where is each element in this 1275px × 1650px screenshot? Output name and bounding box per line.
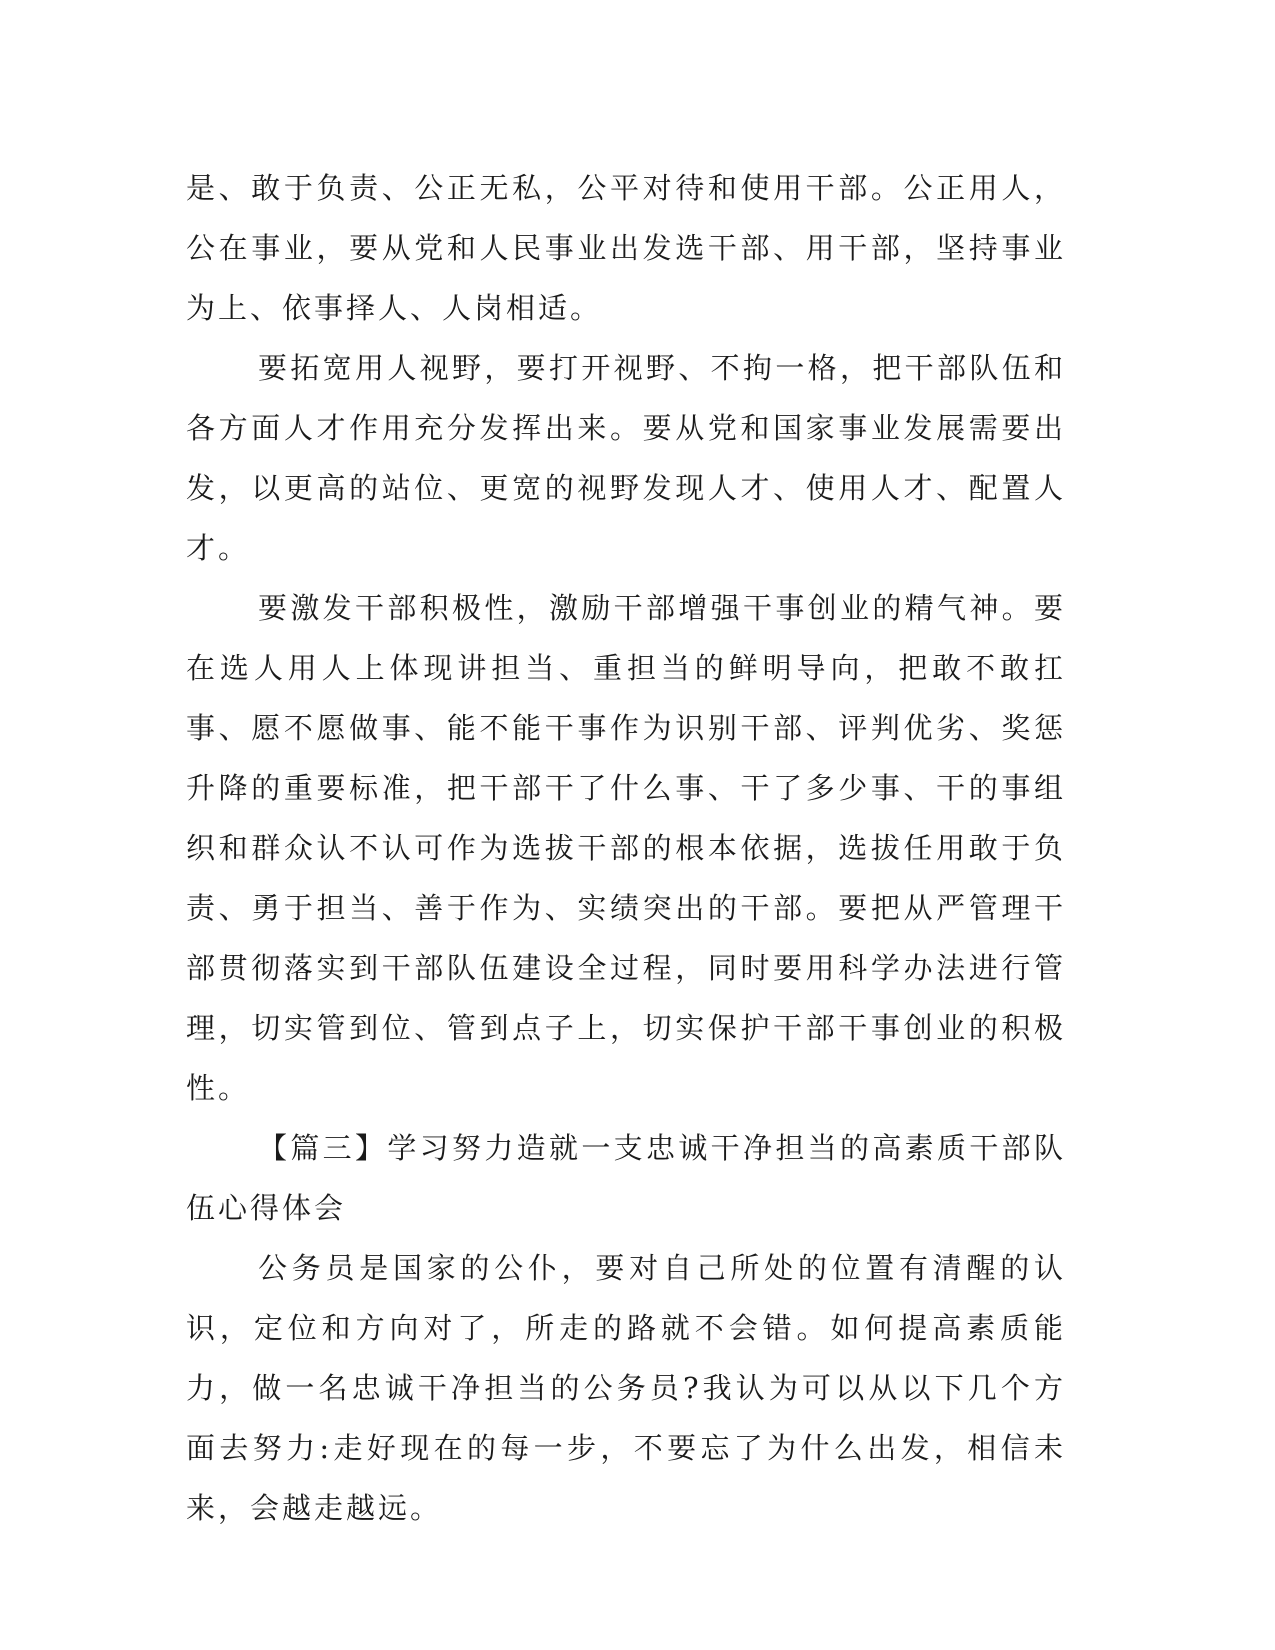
paragraph-2: 要拓宽用人视野，要打开视野、不拘一格，把干部队伍和各方面人才作用充分发挥出来。要从党和国家事业发展需要出发，以更高的站位、更宽的视野发现人才、使用人才、配置人才。 bbox=[186, 351, 1066, 565]
section-heading: 【篇三】学习努力造就一支忠诚干净担当的高素质干部队伍心得体会 bbox=[186, 1131, 1066, 1225]
paragraph-3: 要激发干部积极性，激励干部增强干事创业的精气神。要在选人用人上体现讲担当、重担当的鲜明导向，把敢不敢扛事、愿不愿做事、能不能干事作为识别干部、评判优劣、奖惩升降的重要标准，把干部干了什么事、干了多少事、干的事组织和群众认不认可作为选拔干部的根本依据，选拔任用敢于负责、勇于担当、善于作为、实绩突出的干部。要把从严管理干部贯彻落实到干部队伍建设全过程，同时要用科学办法进行管理，切实管到位、管到点子上，切实保护干部干事创业的积极性。 bbox=[186, 591, 1066, 1105]
document-body bbox=[186, 158, 1066, 1538]
paragraph-4: 公务员是国家的公仆，要对自己所处的位置有清醒的认识，定位和方向对了，所走的路就不会错。如何提高素质能力，做一名忠诚干净担当的公务员?我认为可以从以下几个方面去努力:走好现在的每一步，不要忘了为什么出发，相信未来，会越走越远。 bbox=[186, 1251, 1066, 1525]
paragraph-1: 是、敢于负责、公正无私，公平对待和使用干部。公正用人，公在事业，要从党和人民事业出发选干部、用干部，坚持事业为上、依事择人、人岗相适。 bbox=[186, 171, 1066, 325]
